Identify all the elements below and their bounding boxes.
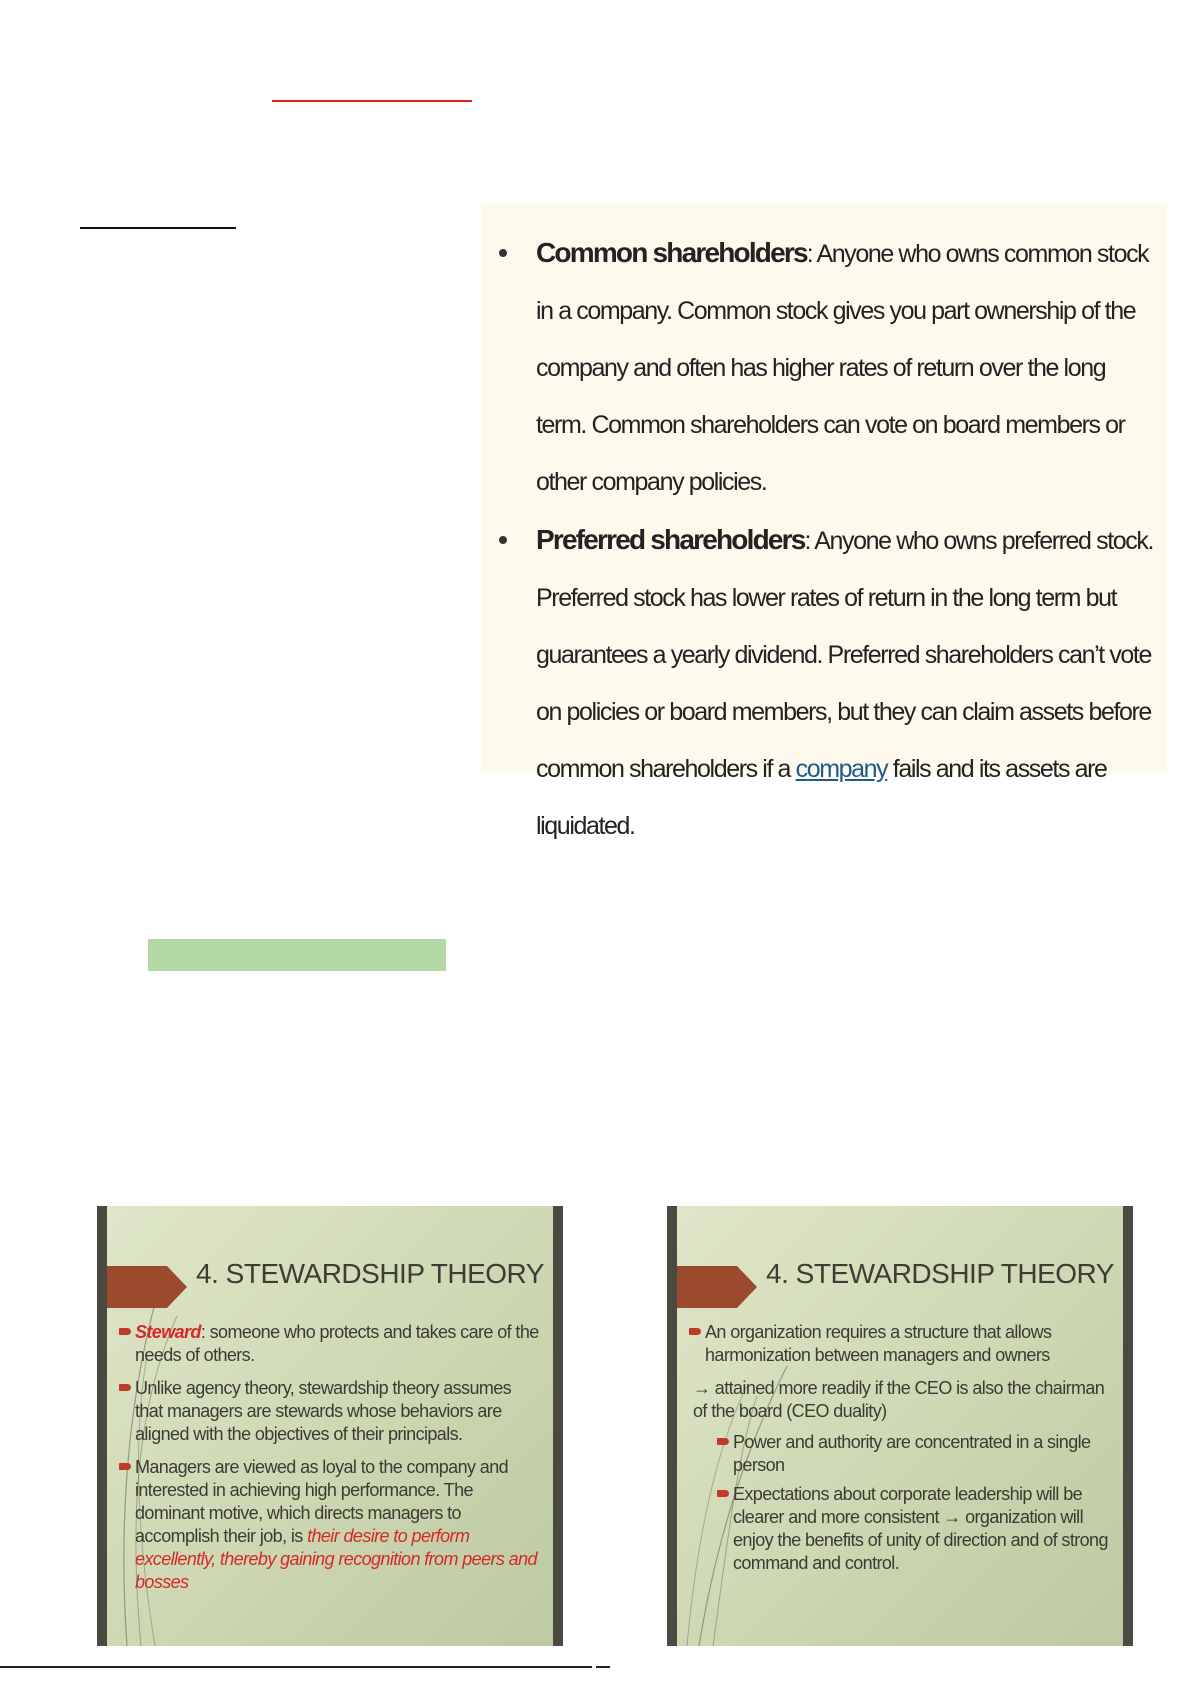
list-item-common — [499, 224, 1153, 511]
bullet-arrow-icon — [717, 1490, 729, 1497]
slide-bullet-steward — [117, 1321, 543, 1367]
footer-rule-short — [596, 1666, 610, 1668]
common-shareholders-text: : Anyone who owns common stock in a company. Common stock gives you part ownership of the company and often has higher rates of return over the long term. Common shareholders can vote on board members or other company policies. — [536, 240, 1149, 496]
shareholder-types-box — [481, 204, 1167, 840]
slide-stewardship-2 — [667, 1206, 1133, 1646]
steward-term: Steward — [135, 1322, 201, 1342]
structure-text: An organization requires a structure that allows harmonization between managers and owners — [705, 1322, 1052, 1365]
slide-title: 4. STEWARDSHIP THEORY — [766, 1258, 1114, 1289]
slide-subbullet-power — [687, 1431, 1113, 1477]
power-authority-text: Power and authority are concentrated in a single person — [733, 1432, 1091, 1475]
bullet-arrow-icon — [717, 1438, 729, 1445]
black-underline-rule — [80, 227, 236, 229]
bullet-arrow-icon — [689, 1328, 701, 1335]
green-highlight-bar — [148, 939, 446, 971]
managers-loyalty-text: Managers are viewed as loyal to the company and interested in achieving high performance. The dominant motive, which directs managers to accomplish their job, is — [135, 1457, 509, 1546]
footer-rule — [0, 1666, 592, 1668]
bullet-dot — [499, 536, 507, 544]
slide-bullet-agency — [117, 1377, 543, 1446]
term-preferred-shareholders: Preferred shareholders — [536, 524, 805, 555]
managers-motive-highlight: their desire to perform excellently, thereby gaining recognition from peers and bosses — [135, 1526, 537, 1592]
red-underline-rule — [272, 100, 472, 102]
company-link[interactable]: company — [795, 755, 888, 783]
list-item-preferred — [499, 511, 1153, 855]
slide-stewardship-1 — [97, 1206, 563, 1646]
bullet-arrow-icon — [119, 1463, 131, 1470]
bullet-arrow-icon — [119, 1384, 131, 1391]
agency-comparison-text: Unlike agency theory, stewardship theory assumes that managers are stewards whose behaviors are aligned with the objectives of their principals. — [135, 1378, 512, 1444]
slide-body — [687, 1321, 1113, 1581]
bullet-dot — [499, 249, 507, 257]
slide-line-ceo-duality: → attained more readily if the CEO is also the chairman of the board (CEO duality) — [693, 1378, 1105, 1421]
slide-bullet-structure — [687, 1321, 1113, 1367]
preferred-shareholders-text-end: fails and its assets are liquidated. — [536, 755, 1107, 840]
slide-title: 4. STEWARDSHIP THEORY — [196, 1258, 544, 1289]
shareholder-list — [499, 224, 1153, 855]
slide-bullet-managers — [117, 1456, 543, 1594]
slide-body — [117, 1321, 543, 1604]
slide-subbullet-expectations — [687, 1483, 1113, 1575]
term-common-shareholders: Common shareholders — [536, 237, 807, 268]
bullet-arrow-icon — [119, 1328, 131, 1335]
preferred-shareholders-text: : Anyone who owns preferred stock. Preferred stock has lower rates of return in the long term but guarantees a yearly dividend. Preferred shareholders can’t vote on policies or board members, but they can claim assets before common shareholders if a — [536, 527, 1153, 783]
steward-definition: : someone who protects and takes care of the needs of others. — [135, 1322, 539, 1365]
expectations-text: Expectations about corporate leadership will be clearer and more consistent → organization will enjoy the benefits of unity of direction and of strong command and control. — [733, 1484, 1108, 1573]
